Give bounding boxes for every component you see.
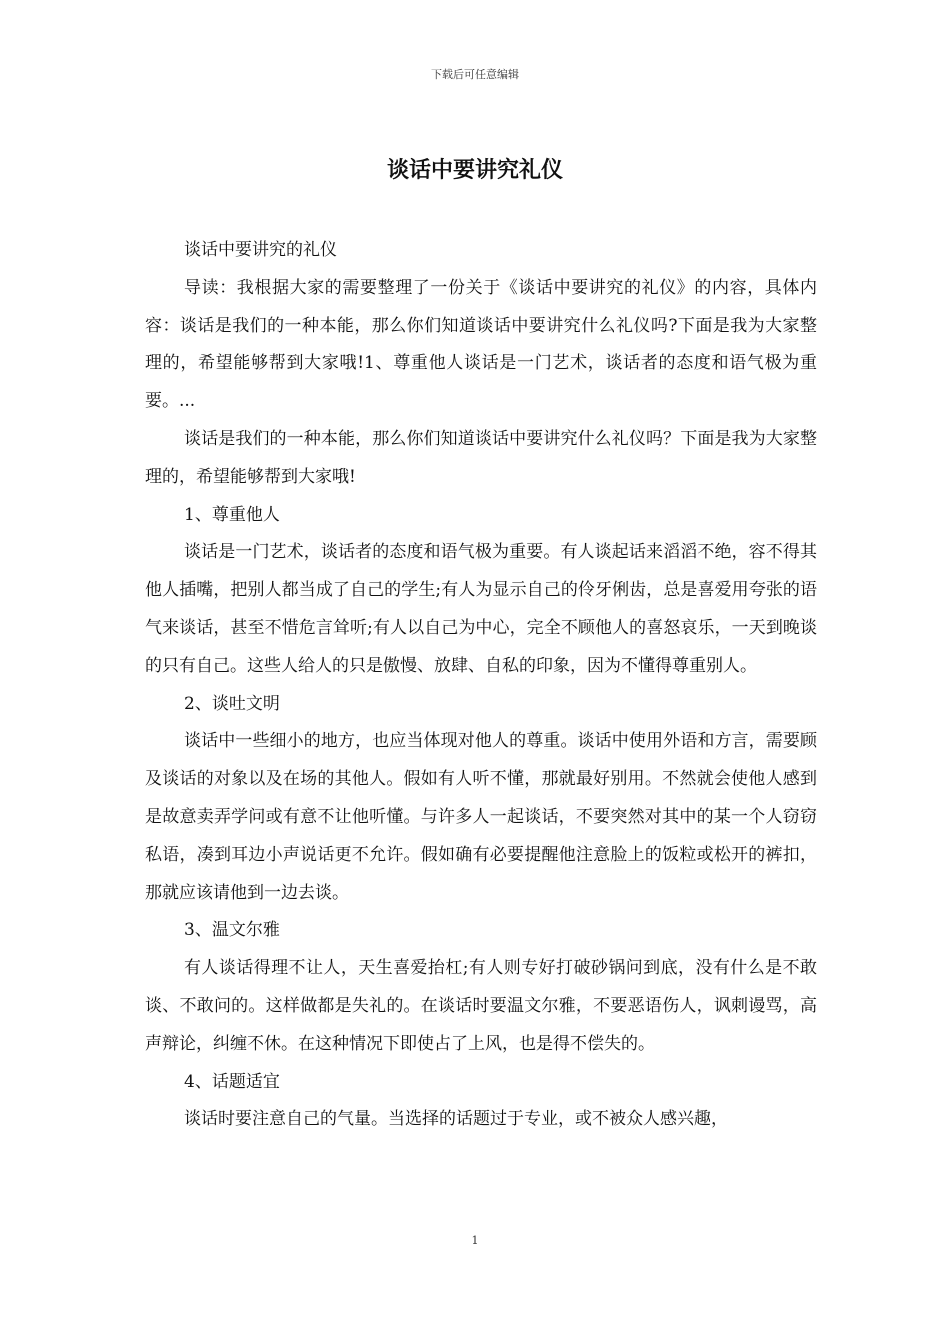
section-paragraph-respect: 谈话是一门艺术，谈话者的态度和语气极为重要。有人谈起话来滔滔不绝，容不得其他人插嘴，把别人都当成了自己的学生;有人为显示自己的伶牙俐齿，总是喜爱用夸张的语气来谈话，甚至不惜危言耸听;有人以自己为中心，完全不顾他人的喜怒哀乐，一天到晚谈的只有自己。这些人给人的只是傲慢、放肆、自私的印象，因为不懂得尊重别人。 bbox=[145, 542, 817, 676]
intro-paragraph: 导读：我根据大家的需要整理了一份关于《谈话中要讲究的礼仪》的内容，具体内容：谈话是我们的一种本能，那么你们知道谈话中要讲究什么礼仪吗?下面是我为大家整理的，希望能够帮到大家哦!1、尊重他人谈话是一门艺术，谈话者的态度和语气极为重要。... bbox=[145, 277, 817, 412]
page-header-note: 下载后可任意编辑 bbox=[431, 68, 519, 81]
page-number: 1 bbox=[471, 1234, 479, 1247]
section-paragraph-gentle: 有人谈话得理不让人，天生喜爱抬杠;有人则专好打破砂锅问到底，没有什么是不敢谈、不敢问的。这样做都是失礼的。在谈话时要温文尔雅，不要恶语伤人，讽刺谩骂，高声辩论，纠缠不休。在这种情况下即使占了上风，也是得不偿失的。 bbox=[145, 958, 817, 1054]
section-heading-gentle: 3、温文尔雅 bbox=[184, 920, 280, 941]
opening-paragraph: 谈话是我们的一种本能，那么你们知道谈话中要讲究什么礼仪吗？下面是我为大家整理的，希望能够帮到大家哦! bbox=[145, 428, 817, 487]
section-heading-topic: 4、话题适宜 bbox=[184, 1071, 280, 1092]
document-title: 谈话中要讲究礼仪 bbox=[386, 157, 563, 183]
document-body bbox=[145, 232, 817, 1139]
section-heading-respect: 1、尊重他人 bbox=[184, 504, 280, 525]
subtitle-heading: 谈话中要讲究的礼仪 bbox=[184, 240, 337, 260]
section-paragraph-civil-speech: 谈话中一些细小的地方，也应当体现对他人的尊重。谈话中使用外语和方言，需要顾及谈话的对象以及在场的其他人。假如有人听不懂，那就最好别用。不然就会使他人感到是故意卖弄学问或有意不让他听懂。与许多人一起谈话，不要突然对其中的某一个人窃窃私语，凑到耳边小声说话更不允许。假如确有必要提醒他注意脸上的饭粒或松开的裤扣，那就应该请他到一边去谈。 bbox=[145, 731, 817, 903]
section-heading-civil-speech: 2、谈吐文明 bbox=[184, 693, 280, 714]
section-paragraph-topic: 谈话时要注意自己的气量。当选择的话题过于专业，或不被众人感兴趣， bbox=[184, 1109, 728, 1130]
